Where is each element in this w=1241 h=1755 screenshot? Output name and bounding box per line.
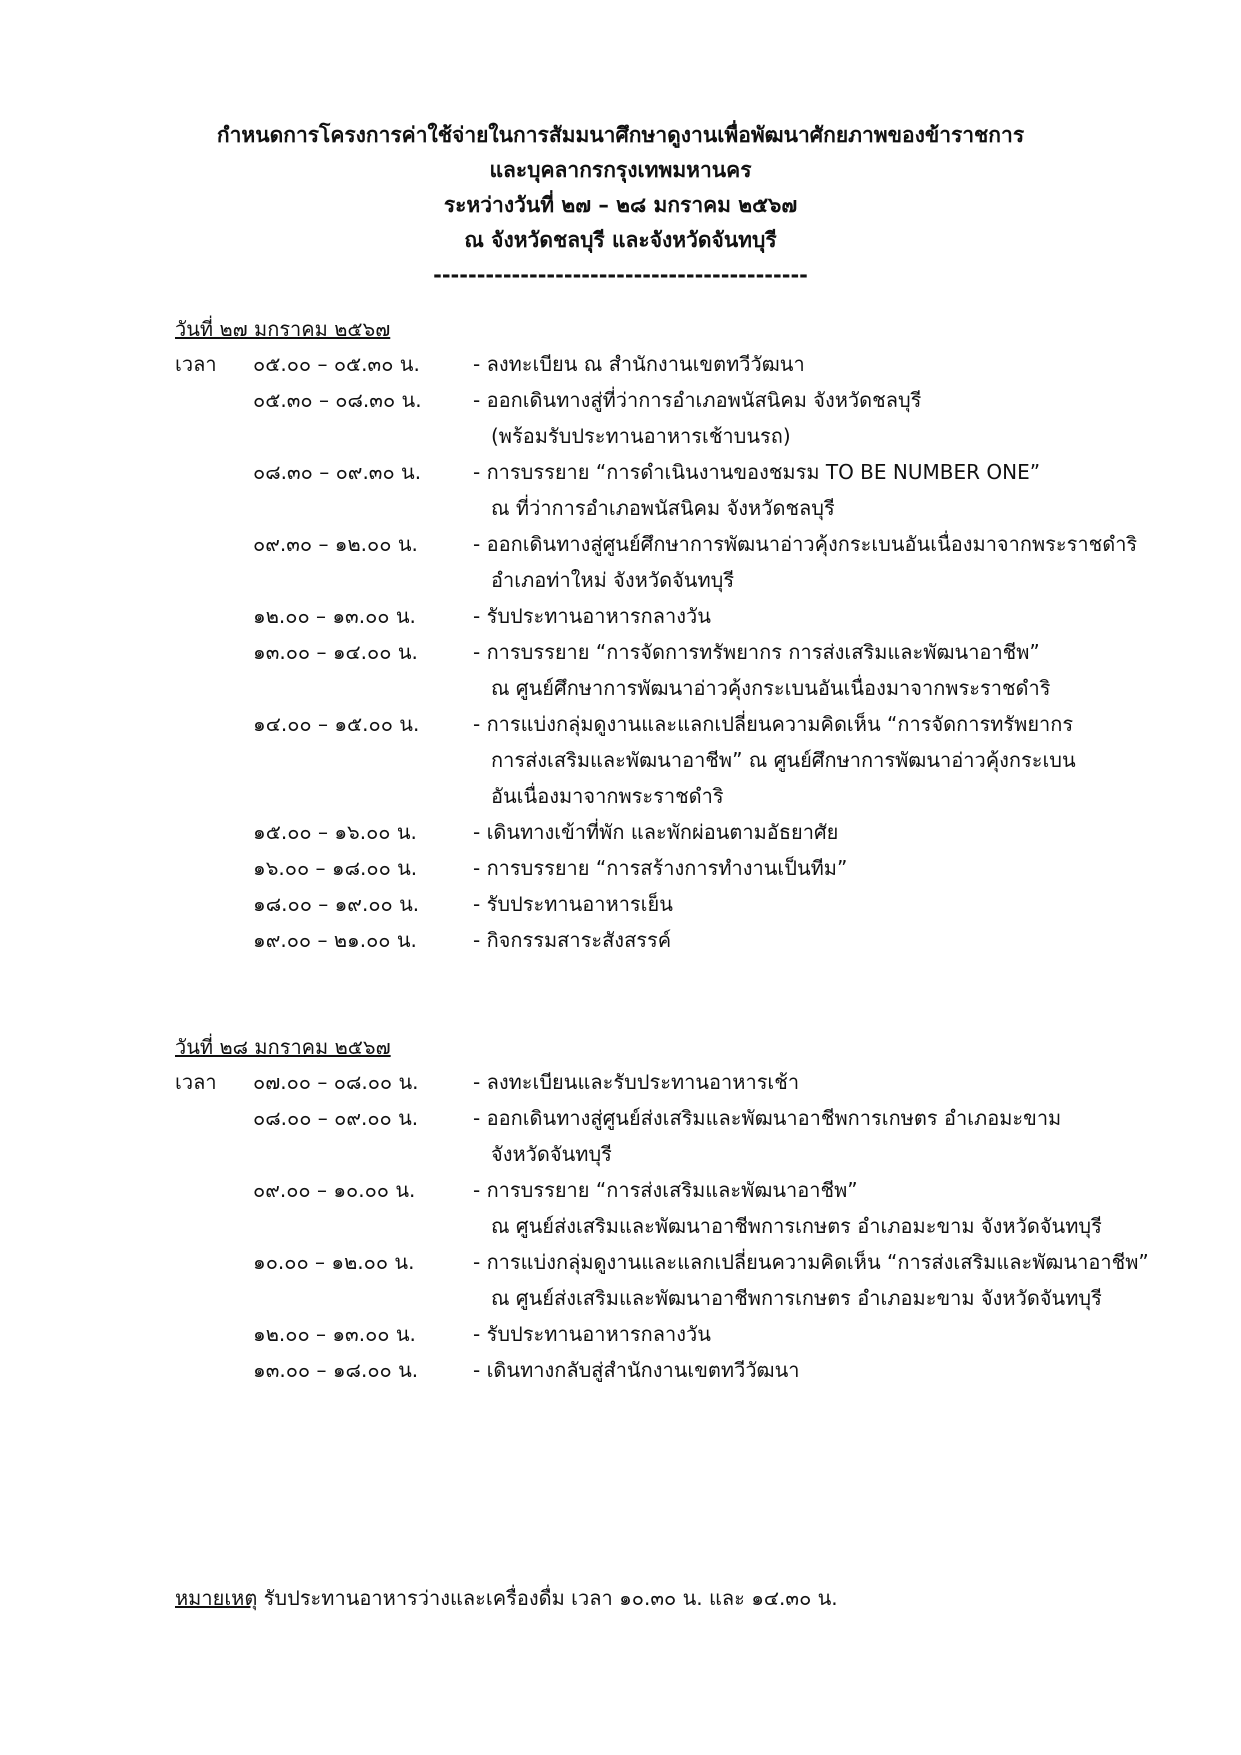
title-line: กำหนดการโครงการค่าใช้จ่ายในการสัมมนาศึกษาดูงานเพื่อพัฒนาศักยภาพของข้าราชการ <box>216 123 1025 147</box>
activity-description <box>473 706 1173 814</box>
activity-line: - รับประทานอาหารเย็น <box>473 892 673 916</box>
schedule-row <box>175 1100 1175 1172</box>
activity-line: - การบรรยาย “การสร้างการทำงานเป็นทีม” <box>473 856 848 880</box>
time-range: ๑๒.๐๐ – ๑๓.๐๐ น. <box>253 604 416 628</box>
time-range: ๑๐.๐๐ – ๑๒.๐๐ น. <box>253 1250 415 1274</box>
schedule-row <box>175 526 1175 598</box>
schedule-row <box>175 1352 1175 1388</box>
schedule-row <box>175 850 1175 886</box>
activity-line: อันเนื่องมาจากพระราชดำริ <box>491 784 724 808</box>
time-range: ๑๘.๐๐ – ๑๙.๐๐ น. <box>253 892 420 916</box>
day-heading: วันที่ ๒๗ มกราคม ๒๕๖๗ <box>175 317 391 341</box>
activity-description <box>473 454 1173 526</box>
title-line: และบุคลากรกรุงเทพมหานคร <box>489 158 752 182</box>
activity-line: - ออกเดินทางสู่ศูนย์ศึกษาการพัฒนาอ่าวคุ้งกระเบนอันเนื่องมาจากพระราชดำริ <box>473 532 1138 556</box>
day-schedule-1 <box>175 312 1175 958</box>
activity-line: ณ ศูนย์ส่งเสริมและพัฒนาอาชีพการเกษตร อำเภอมะขาม จังหวัดจันทบุรี <box>491 1286 1102 1310</box>
activity-line: การส่งเสริมและพัฒนาอาชีพ” ณ ศูนย์ศึกษาการพัฒนาอ่าวคุ้งกระเบน <box>491 748 1076 772</box>
activity-line: - ลงทะเบียน ณ สำนักงานเขตทวีวัฒนา <box>473 352 805 376</box>
activity-line: - การบรรยาย “การดำเนินงานของชมรม TO BE NUMBER ONE” <box>473 460 1041 484</box>
activity-description <box>473 346 1173 382</box>
activity-line: อำเภอท่าใหม่ จังหวัดจันทบุรี <box>491 568 735 592</box>
day-heading: วันที่ ๒๘ มกราคม ๒๕๖๗ <box>175 1035 391 1059</box>
activity-line: - การแบ่งกลุ่มดูงานและแลกเปลี่ยนความคิดเห็น “การจัดการทรัพยากร <box>473 712 1074 736</box>
time-range: ๐๕.๓๐ – ๐๘.๓๐ น. <box>253 388 422 412</box>
schedule-row <box>175 922 1175 958</box>
activity-line: - การบรรยาย “การจัดการทรัพยากร การส่งเสริมและพัฒนาอาชีพ” <box>473 640 1040 664</box>
schedule-row <box>175 634 1175 706</box>
time-range: ๑๙.๐๐ – ๒๑.๐๐ น. <box>253 928 417 952</box>
activity-line: - การแบ่งกลุ่มดูงานและแลกเปลี่ยนความคิดเห็น “การส่งเสริมและพัฒนาอาชีพ” <box>473 1250 1149 1274</box>
schedule-row <box>175 346 1175 382</box>
schedule-row <box>175 1244 1175 1316</box>
footnote-label: หมายเหตุ <box>175 1586 258 1610</box>
schedule-row <box>175 814 1175 850</box>
schedule-row <box>175 886 1175 922</box>
time-range: ๐๘.๐๐ – ๐๙.๐๐ น. <box>253 1106 419 1130</box>
activity-line: - เดินทางกลับสู่สำนักงานเขตทวีวัฒนา <box>473 1358 800 1382</box>
time-range: ๑๒.๐๐ – ๑๓.๐๐ น. <box>253 1322 416 1346</box>
activity-line: (พร้อมรับประทานอาหารเช้าบนรถ) <box>491 424 791 448</box>
activity-line: ณ ศูนย์ศึกษาการพัฒนาอ่าวคุ้งกระเบนอันเนื่องมาจากพระราชดำริ <box>491 676 1051 700</box>
activity-line: - รับประทานอาหารกลางวัน <box>473 604 711 628</box>
activity-description <box>473 634 1173 706</box>
schedule-row <box>175 1316 1175 1352</box>
activity-line: - ออกเดินทางสู่ศูนย์ส่งเสริมและพัฒนาอาชีพการเกษตร อำเภอมะขาม <box>473 1106 1062 1130</box>
activity-line: - รับประทานอาหารกลางวัน <box>473 1322 711 1346</box>
activity-description <box>473 526 1173 598</box>
time-range: ๐๙.๓๐ – ๑๒.๐๐ น. <box>253 532 418 556</box>
activity-line: - ลงทะเบียนและรับประทานอาหารเช้า <box>473 1070 800 1094</box>
activity-description <box>473 886 1173 922</box>
time-range: ๐๕.๐๐ – ๐๕.๓๐ น. <box>253 352 420 376</box>
schedule-row <box>175 706 1175 814</box>
document-title <box>0 118 1241 293</box>
schedule-row <box>175 598 1175 634</box>
title-line: ณ จังหวัดชลบุรี และจังหวัดจันทบุรี <box>464 228 777 252</box>
schedule-row <box>175 1064 1175 1100</box>
time-range: ๑๕.๐๐ – ๑๖.๐๐ น. <box>253 820 417 844</box>
title-line: ระหว่างวันที่ ๒๗ – ๒๘ มกราคม ๒๕๖๗ <box>443 193 798 217</box>
schedule-row <box>175 1172 1175 1244</box>
schedule-row <box>175 454 1175 526</box>
activity-description <box>473 922 1173 958</box>
activity-description <box>473 1316 1173 1352</box>
time-range: ๐๙.๐๐ – ๑๐.๐๐ น. <box>253 1178 416 1202</box>
activity-line: จังหวัดจันทบุรี <box>491 1142 612 1166</box>
activity-description <box>473 850 1173 886</box>
activity-line: - การบรรยาย “การส่งเสริมและพัฒนาอาชีพ” <box>473 1178 858 1202</box>
activity-description <box>473 814 1173 850</box>
time-range: ๑๖.๐๐ – ๑๘.๐๐ น. <box>253 856 418 880</box>
day-schedule-2 <box>175 1030 1175 1388</box>
activity-description <box>473 382 1173 454</box>
activity-line: - เดินทางเข้าที่พัก และพักผ่อนตามอัธยาศัย <box>473 820 839 844</box>
time-range: ๑๔.๐๐ – ๑๕.๐๐ น. <box>253 712 420 736</box>
time-range: ๑๓.๐๐ – ๑๔.๐๐ น. <box>253 640 418 664</box>
activity-description <box>473 598 1173 634</box>
activity-description <box>473 1244 1173 1316</box>
time-range: ๐๗.๐๐ – ๐๘.๐๐ น. <box>253 1070 419 1094</box>
schedule-row <box>175 382 1175 454</box>
time-range: ๑๓.๐๐ – ๑๘.๐๐ น. <box>253 1358 419 1382</box>
activity-line: ณ ที่ว่าการอำเภอพนัสนิคม จังหวัดชลบุรี <box>491 496 835 520</box>
activity-description <box>473 1352 1173 1388</box>
activity-description <box>473 1064 1173 1100</box>
time-range: ๐๘.๓๐ – ๐๙.๓๐ น. <box>253 460 422 484</box>
footnote <box>175 1580 838 1616</box>
footnote-text: รับประทานอาหารว่างและเครื่องดื่ม เวลา ๑๐.๓๐ น. และ ๑๔.๓๐ น. <box>257 1586 838 1610</box>
activity-description <box>473 1172 1173 1244</box>
title-divider: ------------------------------------------- <box>433 263 808 287</box>
time-lead-label: เวลา <box>175 1070 217 1094</box>
activity-line: - ออกเดินทางสู่ที่ว่าการอำเภอพนัสนิคม จังหวัดชลบุรี <box>473 388 922 412</box>
activity-line: ณ ศูนย์ส่งเสริมและพัฒนาอาชีพการเกษตร อำเภอมะขาม จังหวัดจันทบุรี <box>491 1214 1102 1238</box>
activity-description <box>473 1100 1173 1172</box>
time-lead-label: เวลา <box>175 352 217 376</box>
activity-line: - กิจกรรมสาระสังสรรค์ <box>473 928 672 952</box>
